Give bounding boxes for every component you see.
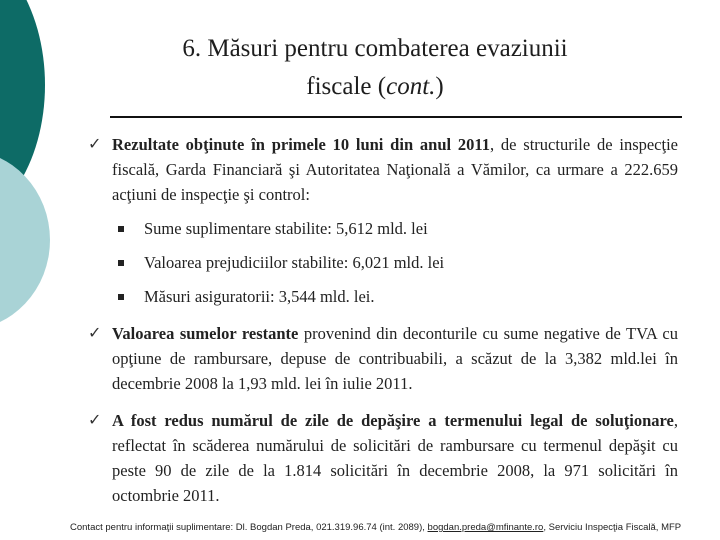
checkmark-icon: ✓ xyxy=(88,412,102,429)
title-line-1: 6. Măsuri pentru combaterea evaziunii xyxy=(182,35,568,62)
sub-bullet-item: Măsuri asiguratorii: 3,544 mld. lei. xyxy=(88,285,678,309)
bullet-text: Rezultate obţinute în primele 10 luni din anul 2011, de structurile de inspecţie fiscală, Garda Financiară şi Autoritatea Naţională a Vămilor, ca urmare a 222.659 acţiuni de inspecţie şi control: xyxy=(112,135,678,204)
sub-bullet-item: Sume suplimentare stabilite: 5,612 mld. lei xyxy=(88,217,678,241)
checkmark-icon: ✓ xyxy=(88,325,102,342)
square-bullet-icon xyxy=(118,260,124,266)
footer-contact: Contact pentru informaţii suplimentare: Dl. Bogdan Preda, 021.319.96.74 (int. 2089), bogdan.preda@mfinante.ro, Serviciu Inspecţia Fiscală, MFP xyxy=(70,522,682,533)
bullet-text: A fost redus numărul de zile de depăşire a termenului legal de soluţionare, reflectat în scăderea numărului de solicitări de rambursare cu termenul depăşit cu peste 90 de zile de la 1.814 solicitări în decembrie 2008, la 971 solicitări în octombrie 2011. xyxy=(112,411,678,505)
bullet-point xyxy=(88,321,678,396)
square-bullet-icon xyxy=(118,294,124,300)
slide-content xyxy=(88,132,678,508)
decorative-light-circle xyxy=(0,150,50,330)
bullet-text: Valoarea sumelor restante provenind din deconturile cu sume negative de TVA cu opţiune de rambursare, depuse de contribuabili, a scăzut de la 3,382 mld.lei în decembrie 2008 la 1,93 mld. lei în iulie 2011. xyxy=(112,324,679,393)
sub-bullet-list xyxy=(88,217,678,309)
title-divider xyxy=(110,116,682,118)
checkmark-icon: ✓ xyxy=(88,136,102,153)
bullet-point xyxy=(88,408,678,508)
sub-bullet-item: Valoarea prejudiciilor stabilite: 6,021 mld. lei xyxy=(88,251,678,275)
square-bullet-icon xyxy=(118,226,124,232)
email-link[interactable]: bogdan.preda@mfinante.ro xyxy=(427,522,544,533)
bullet-point xyxy=(88,132,678,207)
title-line-2: fiscale (cont.) xyxy=(306,73,444,100)
slide-title xyxy=(70,30,680,106)
